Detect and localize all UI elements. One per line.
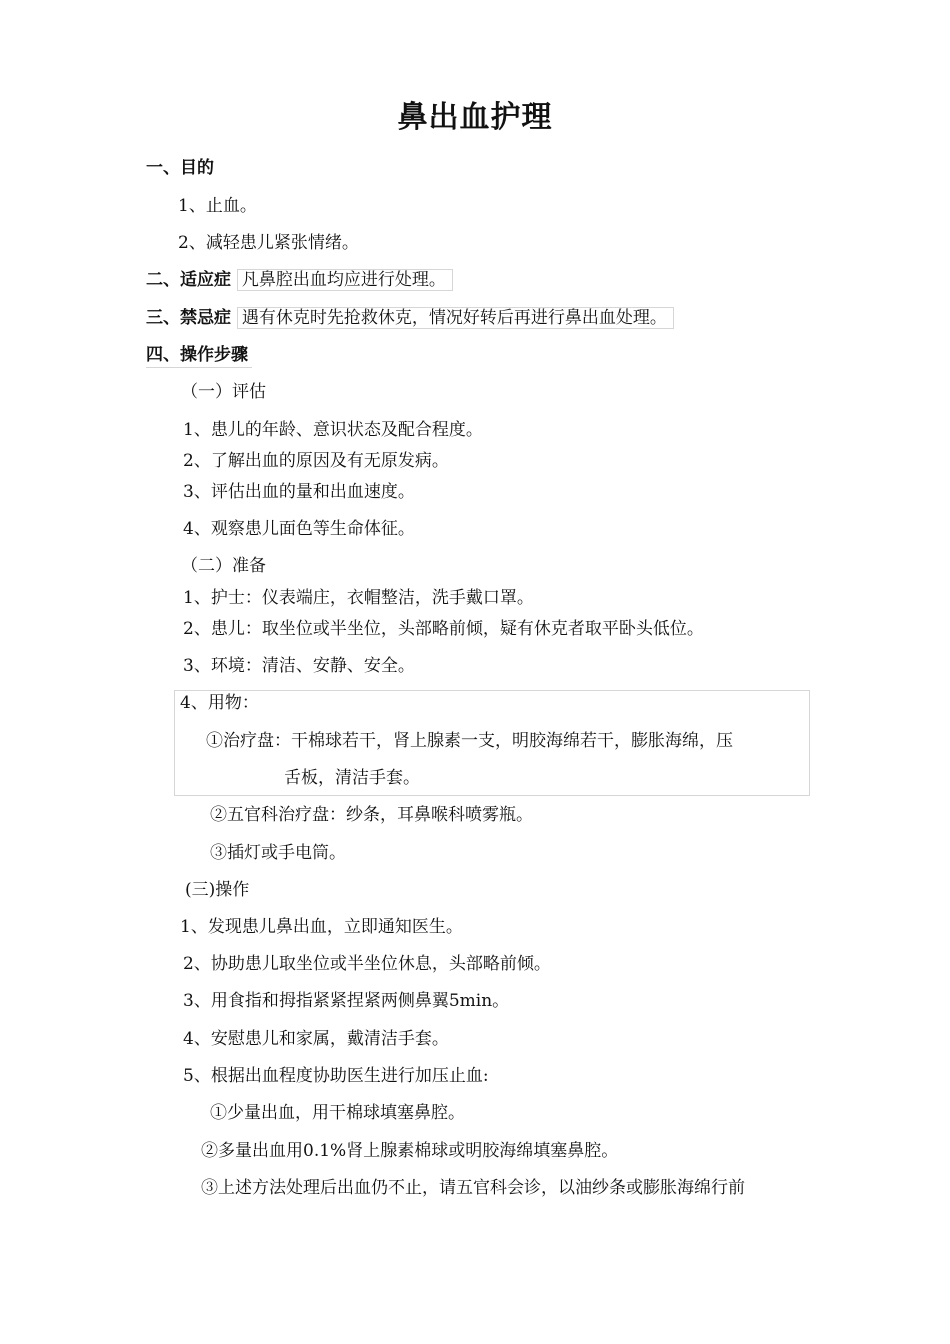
prepare-item: 3、环境：清洁、安静、安全。: [183, 656, 415, 676]
page-title: 鼻出血护理: [397, 100, 553, 135]
purpose-item: 1、止血。: [178, 196, 257, 216]
section-contraindication: [146, 306, 674, 330]
section-heading-purpose: 一、目的: [146, 158, 214, 178]
assess-item: 1、患儿的年龄、意识状态及配合程度。: [183, 420, 483, 440]
supplies-label: 4、用物：: [180, 693, 259, 713]
supplies-tray-line2: 舌板，清洁手套。: [284, 768, 420, 788]
operate-item: 2、协助患儿取坐位或半坐位休息，头部略前倾。: [183, 954, 551, 974]
prepare-item: 2、患儿：取坐位或半坐位，头部略前倾，疑有休克者取平卧头低位。: [183, 619, 704, 639]
subsection-heading-operate: (三)操作: [185, 880, 250, 900]
indication-text: 凡鼻腔出血均应进行处理。: [237, 269, 453, 291]
assess-item: 3、评估出血的量和出血速度。: [183, 482, 415, 502]
supplies-ent-tray: ②五官科治疗盘：纱条，耳鼻喉科喷雾瓶。: [210, 805, 533, 825]
section-heading-contraindication: 三、禁忌症: [146, 308, 231, 328]
section-heading-steps: 四、操作步骤: [146, 343, 252, 368]
section-indication: [146, 268, 453, 292]
assess-item: 2、了解出血的原因及有无原发病。: [183, 451, 449, 471]
prepare-item: 1、护士：仪表端庄，衣帽整洁，洗手戴口罩。: [183, 588, 534, 608]
purpose-item: 2、减轻患儿紧张情绪。: [178, 233, 359, 253]
section-heading-indication: 二、适应症: [146, 270, 231, 290]
supplies-tray-line1: ①治疗盘：干棉球若干，肾上腺素一支，明胶海绵若干，膨胀海绵，压: [206, 731, 733, 751]
supplies-lamp: ③插灯或手电筒。: [210, 843, 346, 863]
contraindication-text: 遇有休克时先抢救休克，情况好转后再进行鼻出血处理。: [237, 307, 674, 329]
assess-item: 4、观察患儿面色等生命体征。: [183, 519, 415, 539]
operate-subitem: ②多量出血用0.1%肾上腺素棉球或明胶海绵填塞鼻腔。: [201, 1141, 619, 1161]
operate-item: 4、安慰患儿和家属，戴清洁手套。: [183, 1029, 449, 1049]
operate-item: 1、发现患儿鼻出血，立即通知医生。: [180, 917, 463, 937]
subsection-heading-assess: （一）评估: [181, 382, 266, 402]
operate-subitem: ①少量出血，用干棉球填塞鼻腔。: [210, 1103, 465, 1123]
subsection-heading-prepare: （二）准备: [181, 556, 266, 576]
operate-item: 3、用食指和拇指紧紧捏紧两侧鼻翼5min。: [183, 991, 510, 1011]
operate-item: 5、根据出血程度协助医生进行加压止血:: [183, 1066, 489, 1086]
operate-subitem: ③上述方法处理后出血仍不止，请五官科会诊，以油纱条或膨胀海绵行前: [201, 1178, 745, 1198]
